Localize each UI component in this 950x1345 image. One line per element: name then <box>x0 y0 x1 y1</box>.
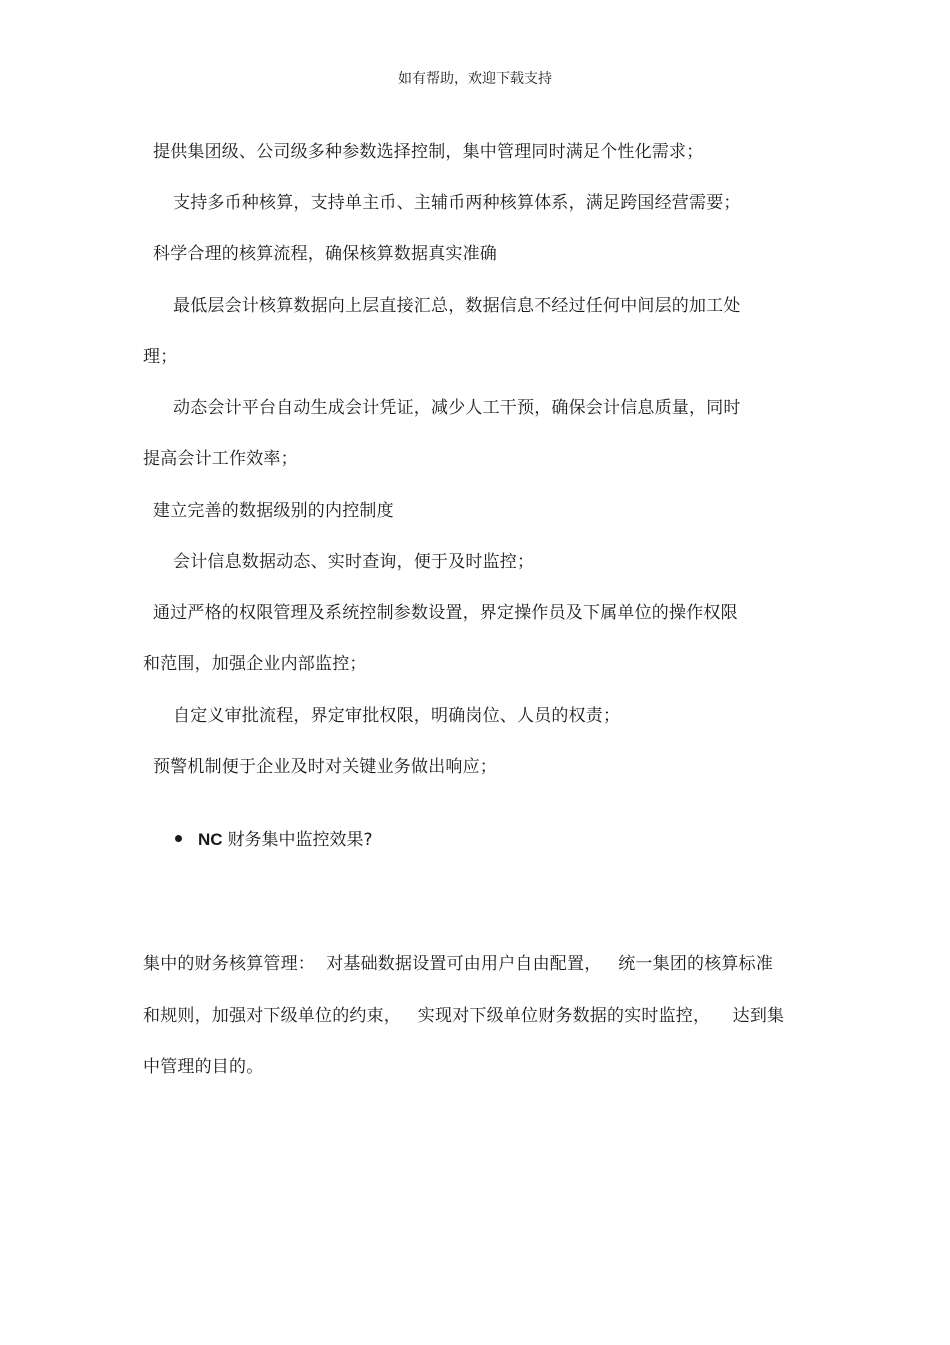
bullet-item <box>175 829 373 851</box>
paragraph-line: 最低层会计核算数据向上层直接汇总，数据信息不经过任何中间层的加工处 <box>173 296 741 316</box>
paragraph-line: 科学合理的核算流程，确保核算数据真实准确 <box>153 244 497 264</box>
bullet-text: 财务集中监控效果? <box>227 830 373 850</box>
summary-line: 中管理的目的。 <box>143 1057 264 1077</box>
paragraph-line: 通过严格的权限管理及系统控制参数设置，界定操作员及下属单位的操作权限 <box>153 603 738 623</box>
summary-line: 集中的财务核算管理： 对基础数据设置可由用户自由配置， 统一集团的核算标准 <box>143 954 774 974</box>
paragraph-line: 预警机制便于企业及时对关键业务做出响应； <box>153 757 497 777</box>
paragraph-line: 建立完善的数据级别的内控制度 <box>153 501 394 521</box>
paragraph-line: 动态会计平台自动生成会计凭证，减少人工干预，确保会计信息质量，同时 <box>173 398 741 418</box>
paragraph-line: 会计信息数据动态、实时查询，便于及时监控； <box>173 552 535 572</box>
bullet-prefix: NC <box>198 830 223 849</box>
paragraph-line: 和范围，加强企业内部监控； <box>143 654 367 674</box>
paragraph-line: 支持多币种核算，支持单主币、主辅币两种核算体系，满足跨国经营需要； <box>173 193 741 213</box>
summary-line: 和规则，加强对下级单位的约束， 实现对下级单位财务数据的实时监控， 达到集 <box>143 1006 785 1026</box>
paragraph-line: 自定义审批流程，界定审批权限，明确岗位、人员的权责； <box>173 706 621 726</box>
paragraph-line: 提供集团级、公司级多种参数选择控制，集中管理同时满足个性化需求； <box>153 142 704 162</box>
paragraph-line: 理； <box>143 347 178 367</box>
bullet-dot-icon <box>175 835 182 842</box>
paragraph-line: 提高会计工作效率； <box>143 449 298 469</box>
page-header: 如有帮助，欢迎下载支持 <box>398 71 552 87</box>
